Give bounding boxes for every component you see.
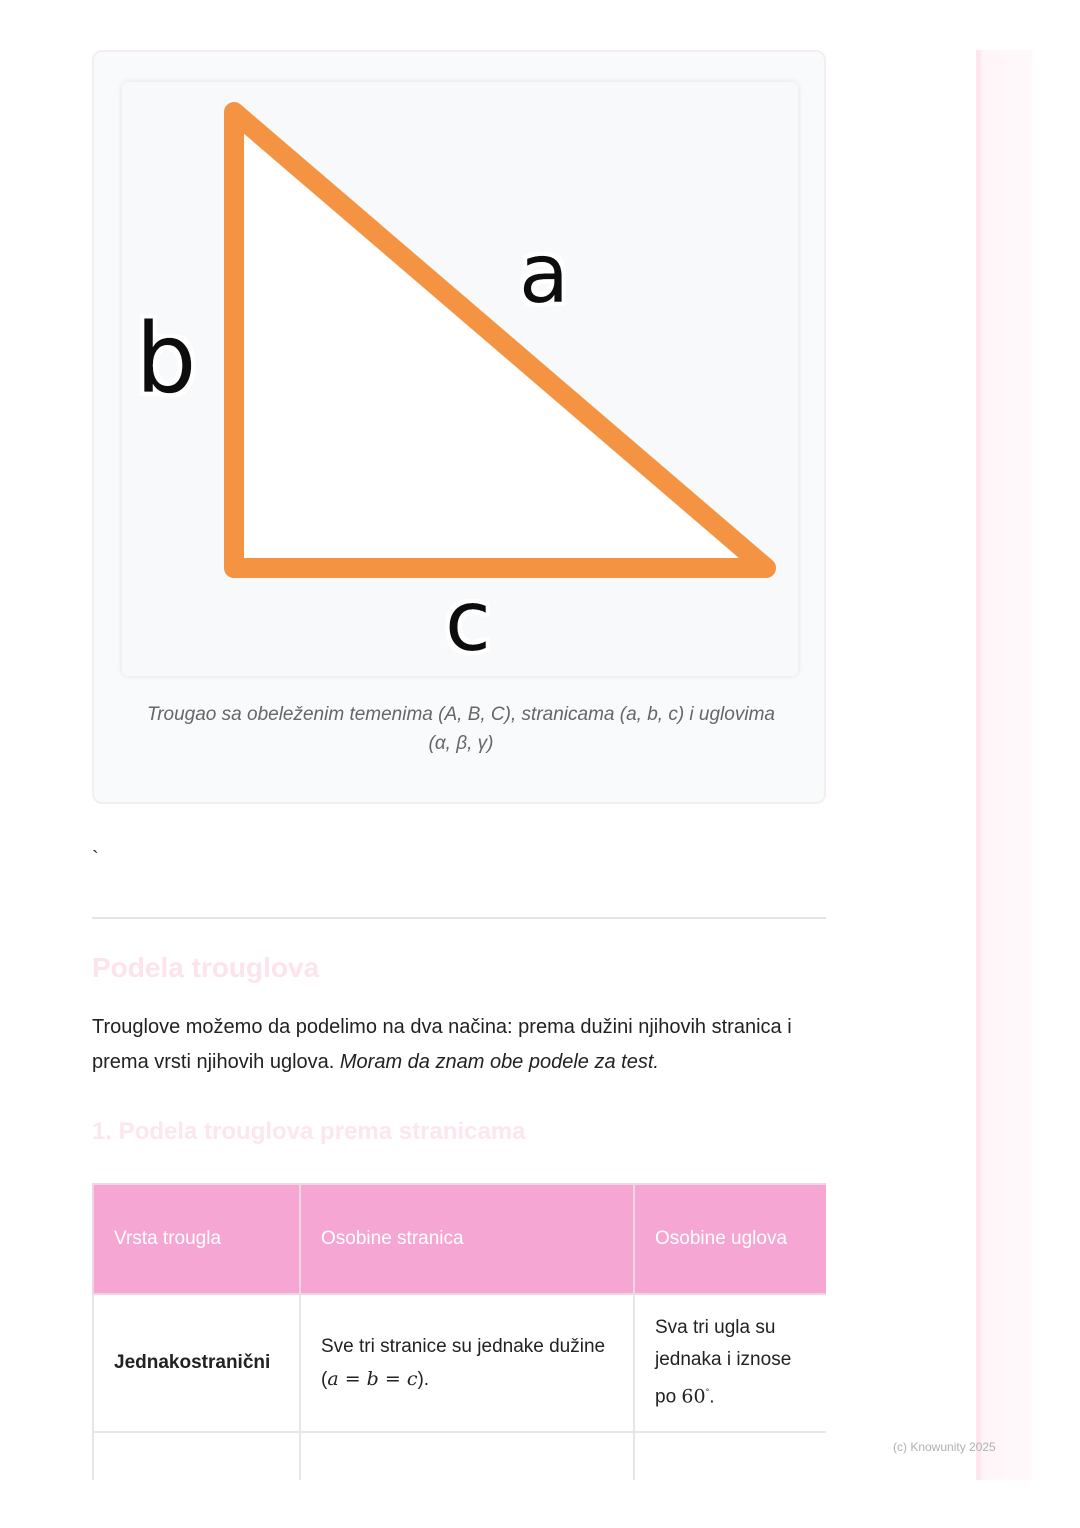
triangle-types-table xyxy=(92,1183,826,1480)
table-row xyxy=(93,1432,826,1480)
sides-math: a = b = c xyxy=(327,1367,418,1390)
copyright-notice: (c) Knowunity 2025 xyxy=(893,1440,996,1454)
cell-empty xyxy=(93,1432,300,1480)
label-b: b xyxy=(135,303,197,415)
sides-end: ). xyxy=(417,1368,430,1390)
triangle-image xyxy=(122,82,798,676)
caption-line-1: Trougao sa obeleženim temenima (A, B, C), stranicama (a, b, c) i uglovima xyxy=(147,704,775,725)
cell-sides xyxy=(300,1294,634,1432)
table-row xyxy=(93,1294,826,1432)
header-angle-properties: Osobine uglova xyxy=(634,1184,826,1294)
stray-backtick: ` xyxy=(92,848,99,870)
header-triangle-type: Vrsta trougla xyxy=(93,1184,300,1294)
figure-caption xyxy=(124,700,798,758)
label-c: c xyxy=(444,572,492,670)
intro-italic-note: Moram da znam obe podele za test. xyxy=(339,1051,659,1073)
sides-text: Sve tri stranice su jednake dužine ( xyxy=(321,1335,606,1390)
subsection-heading: 1. Podela trouglova prema stranicama xyxy=(92,1118,526,1145)
table-header-row xyxy=(93,1184,826,1294)
cell-empty xyxy=(300,1432,634,1480)
angles-value: 60 xyxy=(681,1385,706,1408)
header-side-properties: Osobine stranica xyxy=(300,1184,634,1294)
angles-text: Sva tri ugla su jednaka i iznose po xyxy=(655,1317,792,1408)
triangle-diagram xyxy=(122,82,798,676)
section-heading: Podela trouglova xyxy=(92,952,320,983)
cell-angles xyxy=(634,1294,826,1432)
degree-sign: ° xyxy=(705,1387,710,1398)
caption-line-2: (α, β, γ) xyxy=(428,733,494,754)
angles-end: . xyxy=(709,1386,715,1408)
divider xyxy=(92,917,826,919)
label-a: a xyxy=(518,227,570,322)
triangle-shape xyxy=(234,112,766,568)
cell-empty xyxy=(634,1432,826,1480)
intro-paragraph xyxy=(92,1010,832,1080)
intro-text: Trouglove možemo da podelimo na dva načina: prema dužini njihovih stranica i prema vrsti njihovih uglova. xyxy=(92,1016,792,1073)
figure-card xyxy=(92,50,826,804)
cell-type: Jednakostranični xyxy=(93,1294,300,1432)
side-strip xyxy=(976,50,1032,1480)
